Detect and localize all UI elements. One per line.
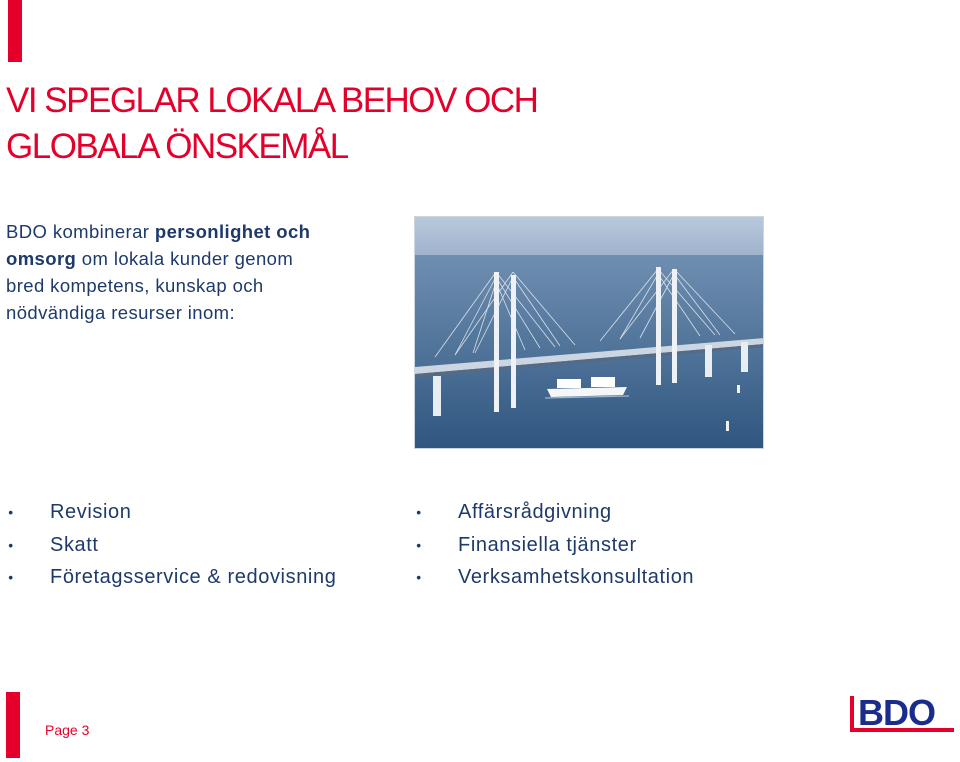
bdo-logo bbox=[846, 690, 958, 736]
slide-title bbox=[6, 78, 537, 170]
page-number: Page 3 bbox=[45, 722, 90, 738]
intro-emphasis: personlighet och omsorg bbox=[6, 221, 311, 269]
bridge-photo bbox=[414, 216, 764, 449]
service-label: Finansiella tjänster bbox=[458, 533, 637, 556]
service-label: Verksamhetskonsultation bbox=[458, 566, 695, 588]
logo-text: BDO bbox=[858, 692, 935, 733]
bullet-icon: • bbox=[8, 536, 14, 553]
top-accent-bar bbox=[8, 0, 22, 62]
bridge-illustration bbox=[415, 217, 764, 449]
intro-text-1: BDO kombinerar bbox=[6, 221, 155, 242]
bullet-icon: • bbox=[416, 569, 422, 585]
pylon bbox=[511, 275, 516, 408]
pylon bbox=[656, 267, 661, 385]
service-item bbox=[6, 496, 336, 529]
service-label: Revision bbox=[50, 501, 132, 523]
service-item bbox=[414, 496, 694, 529]
title-line-1: VI SPEGLAR LOKALA BEHOV OCH bbox=[6, 81, 538, 120]
service-item bbox=[6, 529, 336, 562]
sky bbox=[415, 217, 764, 257]
intro-paragraph bbox=[6, 218, 336, 326]
intro-text-2: om lokala kunder genom bred kompetens, kunskap och nödvändiga resurser inom: bbox=[6, 248, 294, 323]
service-label: Företagsservice & redovisning bbox=[50, 566, 337, 588]
pylon bbox=[494, 272, 499, 412]
services-list-left bbox=[6, 496, 336, 594]
services-list-right bbox=[414, 496, 694, 594]
title-line-2: GLOBALA ÖNSKEMÅL bbox=[6, 127, 348, 166]
bottom-accent-bar bbox=[6, 692, 20, 758]
bullet-icon: • bbox=[8, 504, 14, 520]
bullet-icon: • bbox=[416, 504, 422, 520]
bullet-icon: • bbox=[8, 569, 14, 585]
service-item bbox=[6, 561, 336, 594]
pylon bbox=[672, 269, 677, 383]
service-label: Affärsrådgivning bbox=[458, 501, 612, 523]
service-item bbox=[414, 561, 694, 594]
service-label: Skatt bbox=[50, 533, 99, 556]
service-item bbox=[414, 529, 694, 562]
bullet-icon: • bbox=[416, 536, 422, 553]
